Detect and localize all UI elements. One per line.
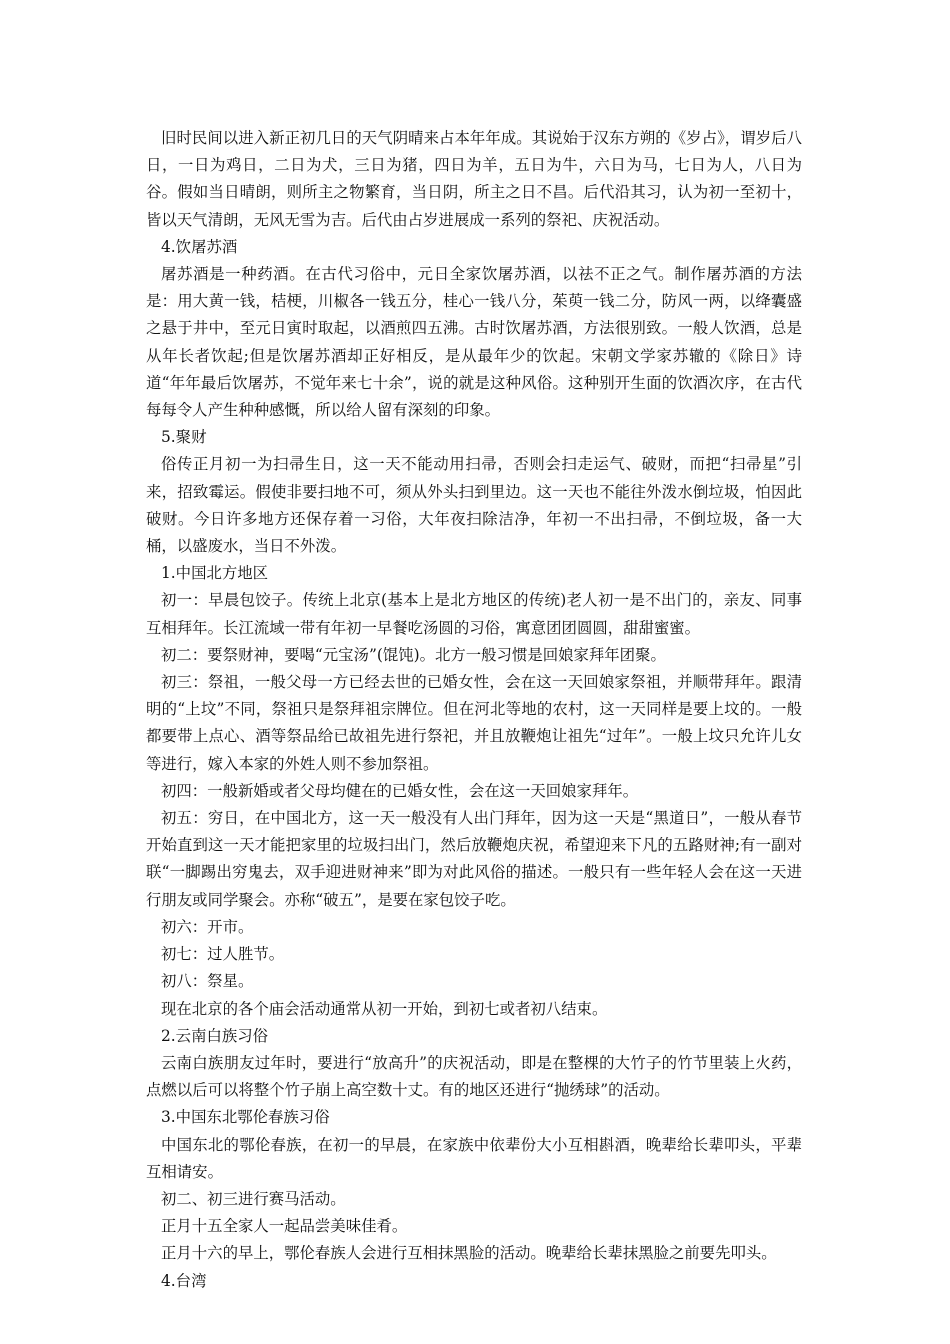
paragraph-day-eight: 初八：祭星。 [161, 972, 254, 991]
paragraph-gather-wealth: 俗传正月初一为扫帚生日，这一天不能动用扫帚，否则会扫走运气、破财，而把“扫帚星”引来，招致霉运。假使非要扫地不可，须从外头扫到里边。这一天也不能往外泼水倒垃圾，怕因此破财。今日许多地方还保存着一习俗，大年夜扫除洁净，年初一不出扫帚，不倒垃圾，备一大桶，以盛废水，当日不外泼。 [146, 455, 802, 556]
heading-gather-wealth: 5.聚财 [161, 428, 207, 447]
heading-taiwan: 4.台湾 [161, 1271, 207, 1290]
paragraph-oroqen-fifteenth: 正月十五全家人一起品尝美味佳肴。 [161, 1217, 408, 1236]
paragraph-tusu-wine: 屠苏酒是一种药酒。在古代习俗中，元日全家饮屠苏酒，以祛不正之气。制作屠苏酒的方法是：用大黄一钱，桔梗，川椒各一钱五分，桂心一钱八分，茱萸一钱二分，防风一两，以绛囊盛之悬于井中，至元日寅时取起，以酒煎四五沸。古时饮屠苏酒，方法很别致。一般人饮酒，总是从年长者饮起;但是饮屠苏酒却正好相反，是从最年少的饮起。宋朝文学家苏辙的《除日》诗道“年年最后饮屠苏，不觉年来七十余”，说的就是这种风俗。这种别开生面的饮酒次序，在古代每每令人产生种种感慨，所以给人留有深刻的印象。 [146, 265, 802, 420]
paragraph-day-one: 初一：早晨包饺子。传统上北京(基本上是北方地区的传统)老人初一是不出门的，亲友、同事互相拜年。长江流域一带有年初一早餐吃汤圆的习俗，寓意团团圆圆，甜甜蜜蜜。 [146, 591, 802, 637]
paragraph-day-two: 初二：要祭财神，要喝“元宝汤”(馄饨)。北方一般习惯是回娘家拜年团聚。 [161, 645, 666, 664]
paragraph-day-five: 初五：穷日，在中国北方，这一天一般没有人出门拜年，因为这一天是“黑道日”，一般从春节开始直到这一天才能把家里的垃圾扫出门，然后放鞭炮庆祝，希望迎来下凡的五路财神;有一副对联“一脚踢出穷鬼去，双手迎进财神来”即为对此风俗的描述。一般只有一些年轻人会在这一天进行朋友或同学聚会。亦称“破五”，是要在家包饺子吃。 [146, 809, 802, 909]
paragraph-day-three: 初三：祭祖，一般父母一方已经去世的已婚女性，会在这一天回娘家祭祖，并顺带拜年。跟清明的“上坟”不同，祭祖只是祭拜祖宗牌位。但在河北等地的农村，这一天同样是要上坟的。一般都要带上点心、酒等祭品给已故祖先进行祭祀，并且放鞭炮让祖先“过年”。一般上坟只允许儿女等进行，嫁入本家的外姓人则不参加祭祖。 [146, 673, 802, 773]
paragraph-yunnan-bai: 云南白族朋友过年时，要进行“放高升”的庆祝活动，即是在整棵的大竹子的竹节里装上火药，点燃以后可以将整个竹子崩上高空数十丈。有的地区还进行“抛绣球”的活动。 [146, 1053, 802, 1100]
heading-north-china: 1.中国北方地区 [161, 564, 269, 583]
paragraph-day-seven: 初七：过人胜节。 [161, 945, 285, 964]
paragraph-day-six: 初六：开市。 [161, 917, 254, 936]
heading-oroqen: 3.中国东北鄂伦春族习俗 [161, 1108, 330, 1127]
paragraph-oroqen-horse-race: 初二、初三进行赛马活动。 [161, 1189, 346, 1208]
heading-yunnan-bai: 2.云南白族习俗 [161, 1026, 269, 1045]
paragraph-beijing-temple-fair: 现在北京的各个庙会活动通常从初一开始，到初七或者初八结束。 [161, 999, 608, 1018]
paragraph-year-divination: 旧时民间以进入新正初几日的天气阴晴来占本年年成。其说始于汉东方朔的《岁占》，谓岁后八日，一日为鸡日，二日为犬，三日为猪，四日为羊，五日为牛，六日为马，七日为人，八日为谷。假如当日晴朗，则所主之物繁育，当日阴，所主之日不昌。后代沿其习，认为初一至初十，皆以天气清朗，无风无雪为吉。后代由占岁进展成一系列的祭祀、庆祝活动。 [146, 129, 802, 229]
paragraph-oroqen-day-one: 中国东北的鄂伦春族，在初一的早晨，在家族中依辈份大小互相斟酒，晚辈给长辈叩头，平辈互相请安。 [146, 1135, 802, 1181]
paragraph-oroqen-sixteenth: 正月十六的早上，鄂伦春族人会进行互相抹黑脸的活动。晚辈给长辈抹黑脸之前要先叩头。 [161, 1244, 777, 1263]
paragraph-day-four: 初四：一般新婚或者父母均健在的已婚女性，会在这一天回娘家拜年。 [161, 781, 639, 800]
document-body [146, 125, 802, 1295]
heading-tusu-wine: 4.饮屠苏酒 [161, 237, 238, 256]
